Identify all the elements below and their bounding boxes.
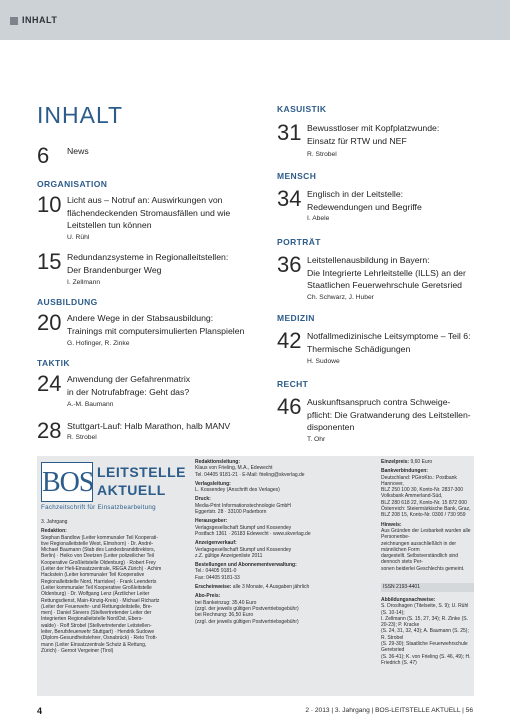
impressum-line: Aus Gründen der Lesbarkeit wurden alle Personenbe-	[381, 527, 471, 541]
redaktion-line: (Diplom-Gesundheitslehrer, Osnabrück) · Reto Trott-	[41, 635, 158, 642]
entry-author: I. Abele	[307, 215, 330, 222]
entry-author: R. Strobel	[67, 434, 97, 441]
impressum-block-heading: Bestellungen und Abonnementverwaltung:	[195, 562, 297, 569]
impressum-block: Einzelpreis: 9,60 Euro	[381, 459, 433, 465]
redaktion-line: Stephan Bandlow (Leiter kommunaler Teil Kooperati-	[41, 534, 158, 541]
redaktion-heading: Redaktion:	[41, 528, 67, 535]
impressum-box	[37, 456, 474, 696]
impressum-line: (zzgl. der jeweils gültigen Postvertriebsgebühr)	[195, 618, 299, 625]
entry-page-number: 20	[37, 310, 62, 335]
entry-title: Leitstellenausbildung in Bayern: Die Integrierte Lehrleitstelle (ILLS) an der Staatlichen Feuerwehrschule Geretsried	[307, 255, 466, 290]
toc-entry-news[interactable]	[37, 145, 257, 169]
redaktion-line: men) · Daniel Sievers (Stellvertretender Leiter der	[41, 610, 152, 617]
abb-line: (S. 36-41); K. von Frieling (S. 46, 49); H. Friedrich (S. 47)	[381, 653, 471, 666]
entry-title: Anwendung der Gefahrenmatrix in der Notrufabfrage: Geht das?	[67, 374, 191, 397]
logo-line-2: AKTUELL	[97, 482, 166, 498]
impressum-line: Media-Print Informationstechnologie GmbH	[195, 502, 291, 509]
impressum-block	[195, 593, 345, 624]
impressum-line: z.Z. gültige Anzeigenliste 2011	[195, 552, 263, 559]
abb-line: (S. 29-30); Staatliche Feuerwehrschule Geretsried	[381, 641, 468, 654]
toc-entry[interactable]	[37, 251, 257, 291]
impressum-line: Klaus von Frieling, M.A., Edewecht	[195, 465, 273, 472]
toc-entry[interactable]	[37, 420, 257, 450]
impressum-line: dargestellt. Selbstverständlich sind dennoch stets Per-	[381, 553, 458, 566]
impressum-line: Volksbank Ammerland-Süd,	[381, 493, 443, 500]
toc-entry[interactable]	[277, 188, 477, 228]
footer-text: 2 · 2013 | 3. Jahrgang | BOS-LEITSTELLE AKTUELL | 56	[305, 707, 473, 714]
entry-page-number: 36	[277, 252, 302, 277]
impressum-block	[195, 540, 345, 559]
impressum-block-heading: Herausgeber:	[195, 518, 228, 525]
section-heading-kasuistik: KASUISTIK	[277, 104, 327, 114]
impressum-line: Tel.: 04405 9181-0	[195, 568, 237, 575]
impressum-line: Verlagsgesellschaft Stumpf und Kossendey	[195, 546, 292, 553]
impressum-line: Fax: 04405 9181-33	[195, 574, 240, 581]
issn-bar: ISSN 2193-4401	[381, 583, 474, 592]
redaktion-line: Zürich) · Gernot Vergeiner (Tirol)	[41, 647, 114, 654]
impressum-line: L. Kossendey (Anschrift des Verlages)	[195, 487, 280, 494]
impressum-block	[195, 481, 345, 494]
entry-author: Ch. Schwarz, J. Huber	[307, 294, 374, 301]
impressum-line: bei Rechnung: 36,50 Euro	[195, 612, 254, 619]
redaktion-line: Oldenburg) · Dr. Wolfgang Lenz (Ärztlicher Leiter	[41, 591, 150, 598]
redaktion-line: (Leiter der Feuerwehr- und Rettungsleitstelle, Bre-	[41, 603, 153, 610]
impressum-block	[195, 518, 345, 537]
redaktion-line: Berlin) · Heiko von Deetzen (Leiter polizeilicher Teil	[41, 553, 155, 560]
section-heading-recht: RECHT	[277, 379, 309, 389]
redaktion-line: mann (Leiter Einsatzzentrale Schutz & Rettung,	[41, 641, 147, 648]
impressum-block	[381, 468, 474, 518]
impressum-block-heading: Verlagsleitung:	[195, 480, 231, 487]
entry-title: Bewusstloser mit Kopfplatzwunde: Einsatz für RTW und NEF	[307, 123, 440, 146]
toc-entry[interactable]	[277, 330, 477, 370]
impressum-line: bei Bankeinzug: 35,40 Euro	[195, 599, 257, 606]
jahrgang: 3. Jahrgang	[41, 519, 68, 525]
page-number: 4	[37, 706, 43, 716]
entry-page-number: 24	[37, 371, 62, 396]
toc-entry[interactable]	[37, 373, 257, 413]
toc-entry[interactable]	[37, 194, 257, 246]
entry-author: T. Ohr	[307, 436, 326, 443]
impressum-line: Verlagsgesellschaft Stumpf und Kossendey	[195, 524, 292, 531]
logo-bos-mark: BOS	[41, 462, 93, 502]
impressum-line: (zzgl. der jeweils gültigen Postvertriebsgebühr)	[195, 605, 299, 612]
abb-line: (S. 24, 31, 32, 43); A. Baumann (S. 25); R. Strobel	[381, 628, 469, 641]
redaktion-line: leiter, Berufsfeuerwehr Stuttgart) · Hendrik Sudowe	[41, 629, 155, 636]
redaktion-line: Kooperative Großleitstelle Oldenburg) · Robert Frey	[41, 559, 156, 566]
entry-page-number: 34	[277, 186, 302, 211]
impressum-block	[195, 562, 345, 581]
entry-page-number: 15	[37, 249, 62, 274]
impressum-line: Postfach 1361 · 26183 Edewecht · www.skverlag.de	[195, 530, 311, 537]
abb-line: S. Drosihagen (Titelseite, S. 9); U. Rühl (S. 10-14);	[381, 603, 469, 616]
entry-title: News	[67, 146, 89, 156]
impressum-block: Erscheinweise: alle 3 Monate, 4 Ausgaben jährlich	[195, 584, 310, 591]
entry-author: R. Strobel	[307, 151, 337, 158]
entry-author: U. Rühl	[67, 234, 90, 241]
impressum-block-heading: Redaktionsleitung:	[195, 459, 241, 465]
entry-title: Andere Wege in der Stabsausbildung: Trainings mit computersimulierten Planspielen	[67, 313, 245, 336]
entry-page-number: 46	[277, 394, 302, 419]
abbildungsnachweise: Abbildungsnachweise: S. Drosihagen (Titelseite, S. 9); U. Rühl (S. 10-14); I. Zellmann (S. 15, 27, 34); R. Zinke (S. 20-23); P. Kracke (S. 24, 31, 32, 43); A. Baumann (S. 25); R. Strobel (S. 29-30); Staatliche Feuerwehrschule Geretsried (S. 36-41); K. von Frieling (S. 46, 49); H. Friedrich (S. 47)	[381, 597, 474, 666]
redaktion-text	[41, 535, 187, 655]
header-square-icon	[10, 17, 18, 25]
toc-entry[interactable]	[277, 122, 477, 162]
entry-page-number: 28	[37, 418, 62, 443]
redaktion-line: tive Regionalleitstelle West, Elmshorn) · Dr. André-	[41, 540, 154, 547]
impressum-block-heading: Druck:	[195, 496, 211, 503]
entry-title: Notfallmedizinische Leitsymptome – Teil 6: Thermische Schädigungen	[307, 331, 471, 354]
impressum-line: zeichnungen ausschließlich in der männlichen Form	[381, 540, 457, 553]
impressum-line: Tel. 04405 9181-21 · E-Mail: frieling@skverlag.de	[195, 471, 305, 478]
redaktion-line: Rettungsdienst, Main-Kinzig-Kreis) · Michael Richartz	[41, 597, 160, 604]
section-heading-medizin: MEDIZIN	[277, 313, 315, 323]
redaktion-line: (Leiter der Heli-Einsatzzentrale, REGA Zürich) · Achim	[41, 566, 162, 573]
page-header-bar	[0, 0, 510, 40]
entry-author: H. Sudowe	[307, 358, 340, 365]
page-title: INHALT	[37, 102, 124, 128]
entry-title: Englisch in der Leitstelle: Redewendungen und Begriffe	[307, 189, 422, 212]
impressum-col-2	[195, 459, 345, 628]
section-heading-organisation: ORGANISATION	[37, 179, 108, 189]
impressum-block	[381, 522, 474, 572]
redaktion-line: Michael Baumann (Stab des Landesbranddirektors,	[41, 547, 155, 554]
redaktion-line: (Leiter kommunaler Teil Kooperative Großleitstelle	[41, 584, 152, 591]
entry-page-number: 10	[37, 192, 62, 217]
section-heading-mensch: MENSCH	[277, 171, 317, 181]
redaktion-line: Regionalleitstelle Nord, Harrislee) · Frank Leenderts	[41, 578, 157, 585]
impressum-line: Eggertstr. 28 · 33100 Paderborn	[195, 509, 267, 516]
impressum-block-heading: Abo-Preis:	[195, 593, 221, 600]
impressum-line: BLZ 208 15, Konto-Nr. 0300 / 730 959	[381, 512, 466, 519]
entry-title: Auskunftsanspruch contra Schweige- pflicht: Die Gratwanderung des Leitstellen- disponenten	[307, 397, 471, 432]
toc-entry[interactable]	[277, 254, 477, 306]
logo-tagline: Fachzeitschrift für Einsatzbearbeitung	[41, 504, 156, 511]
abb-line: I. Zellmann (S. 15, 27, 34); R. Zinke (S. 20-23); P. Kracke	[381, 615, 468, 629]
impressum-block	[195, 496, 345, 515]
entry-author: I. Zellmann	[67, 279, 101, 286]
entry-author: G. Hofinger, R. Zinke	[67, 340, 130, 347]
impressum-block-heading: Hinweis:	[381, 521, 402, 528]
toc-entry[interactable]	[277, 396, 477, 448]
entry-title: Licht aus – Notruf an: Auswirkungen von flächendeckenden Stromausfällen und wie Leitstellen tun können	[67, 195, 231, 230]
bos-logo	[41, 462, 189, 514]
entry-title: Stuttgart-Lauf: Halb Marathon, halb MANV	[67, 421, 231, 431]
impressum-block-heading: Anzeigenverkauf:	[195, 540, 237, 547]
redaktion-line: Hackstein (Leiter kommunaler Teil Kooperative	[41, 572, 145, 579]
impressum-line: BLZ 280 618 22, Konto-Nr. 15 872 000	[381, 499, 467, 506]
entry-page-number: 6	[37, 143, 50, 168]
logo-line-1: LEITSTELLE	[97, 464, 186, 480]
header-label: INHALT	[22, 15, 58, 25]
entry-title: Redundanzsysteme in Regionalleitstellen: Der Brandenburger Weg	[67, 252, 229, 275]
impressum-block	[195, 459, 345, 478]
entry-page-number: 31	[277, 120, 302, 145]
impressum-col-1	[41, 519, 187, 654]
entry-page-number: 42	[277, 328, 302, 353]
section-heading-ausbildung: AUSBILDUNG	[37, 297, 98, 307]
impressum-line: Österreich: Steiermärkische Bank, Graz,	[381, 506, 471, 513]
section-heading-portraet: PORTRÄT	[277, 237, 321, 247]
impressum-line: sonen beiderlei Geschlechts gemeint.	[381, 565, 465, 572]
impressum-col-3	[381, 459, 474, 575]
impressum-block-heading: Bankverbindungen:	[381, 468, 428, 475]
redaktion-line: walde) · Rolf Strobel (Stellvertretender Leitstellen-	[41, 622, 152, 629]
redaktion-line: Integrierten Regionalleitstelle NordOst, Ebers-	[41, 616, 143, 623]
entry-author: A.-M. Baumann	[67, 401, 114, 408]
toc-entry[interactable]	[37, 312, 257, 352]
section-heading-taktik: TAKTIK	[37, 358, 70, 368]
impressum-line: BLZ 250 100 30, Konto-Nr. 2837-300	[381, 487, 464, 494]
impressum-line: Deutschland: PGiroKto.: Postbank Hannover,	[381, 474, 457, 487]
